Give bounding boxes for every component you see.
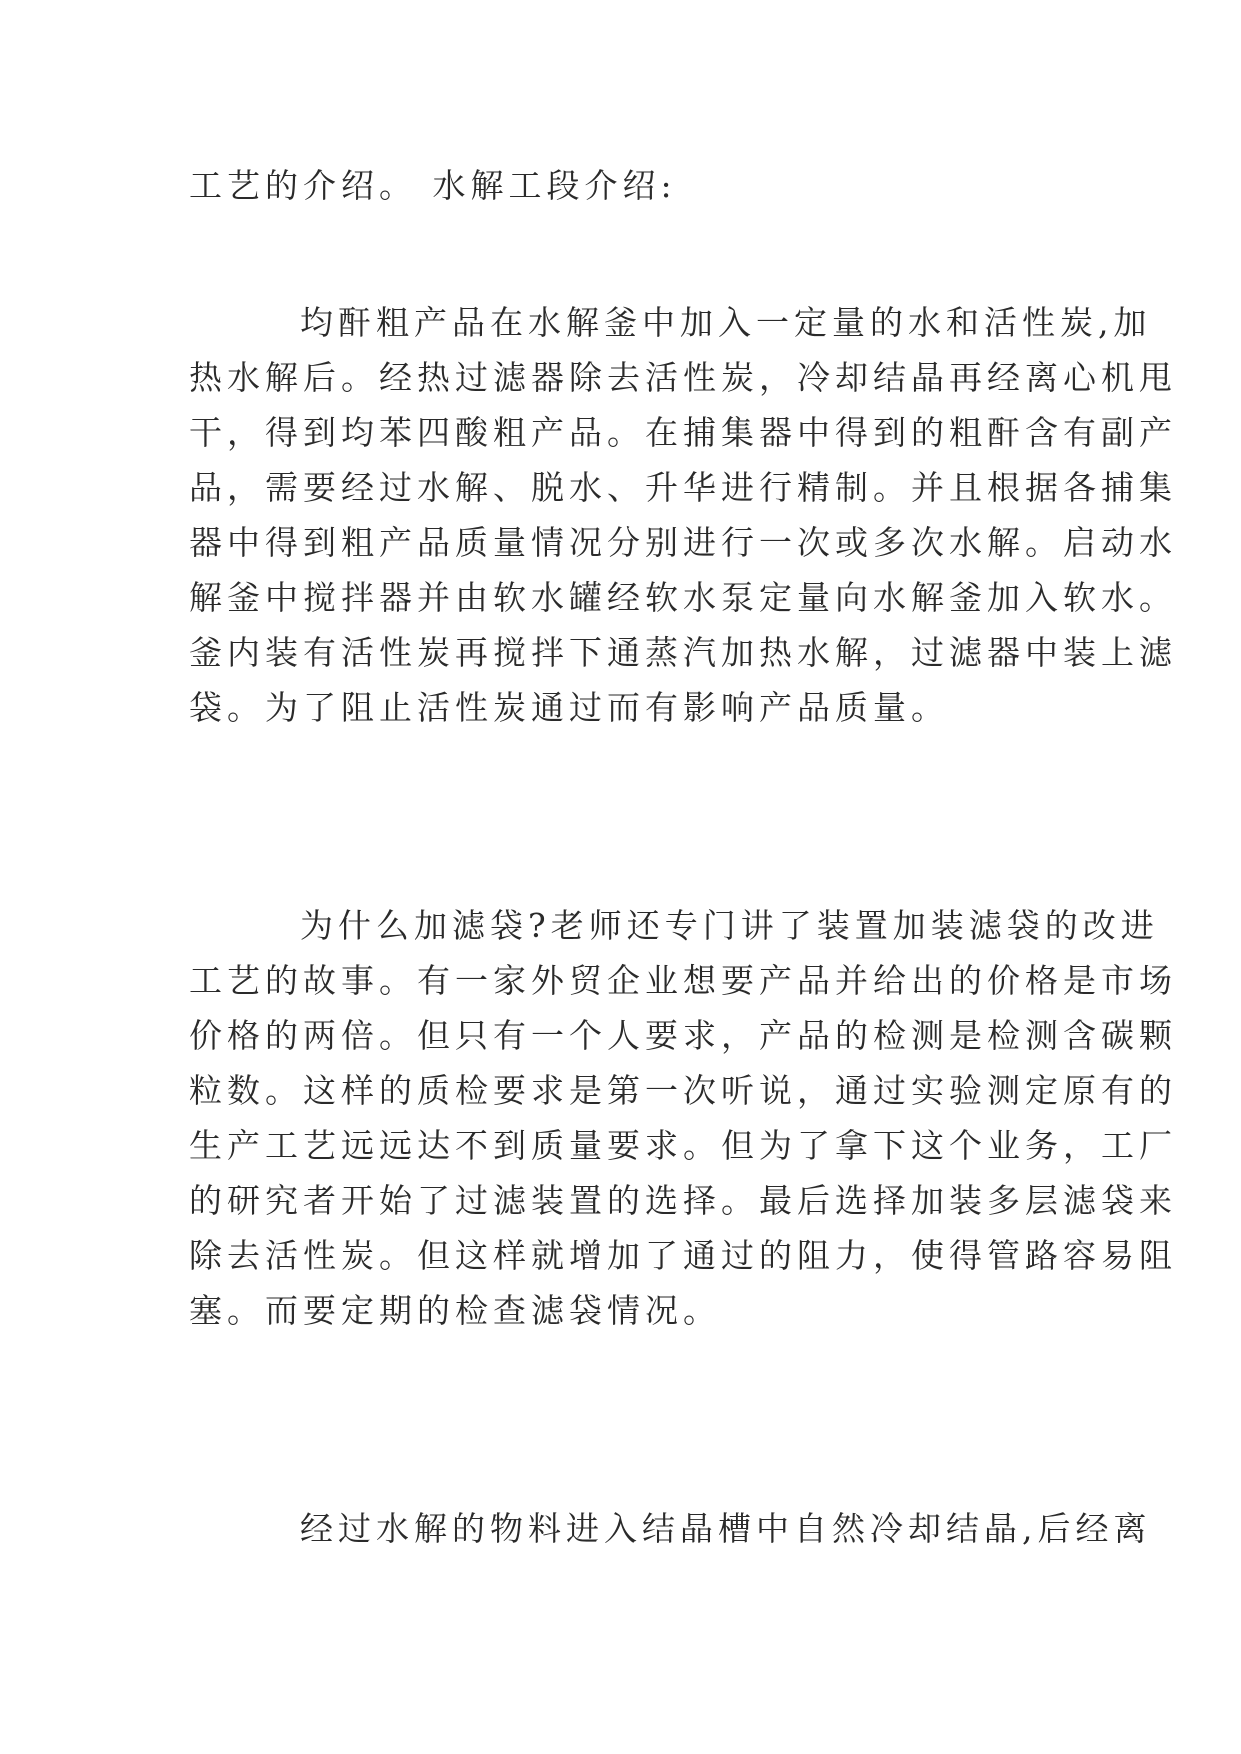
paragraph-1-line-6: 解釜中搅拌器并由软水罐经软水泵定量向水解釜加入软水。 [189,578,1177,617]
heading-line: 工艺的介绍。 水解工段介绍: [189,166,677,205]
paragraph-1-line-7: 釜内装有活性炭再搅拌下通蒸汽加热水解，过滤器中装上滤 [189,633,1177,672]
paragraph-1-line-3: 干，得到均苯四酸粗产品。在捕集器中得到的粗酐含有副产 [189,413,1177,452]
paragraph-2-line-8: 塞。而要定期的检查滤袋情况。 [189,1291,721,1330]
paragraph-3-line-1: 经过水解的物料进入结晶槽中自然冷却结晶,后经离 [300,1509,1152,1548]
paragraph-1-line-2: 热水解后。经热过滤器除去活性炭，冷却结晶再经离心机甩 [189,358,1177,397]
paragraph-1-line-4: 品，需要经过水解、脱水、升华进行精制。并且根据各捕集 [189,468,1177,507]
paragraph-2-line-5: 生产工艺远远达不到质量要求。但为了拿下这个业务，工厂 [189,1126,1177,1165]
paragraph-2-line-1: 为什么加滤袋?老师还专门讲了装置加装滤袋的改进 [300,906,1159,945]
paragraph-2-line-6: 的研究者开始了过滤装置的选择。最后选择加装多层滤袋来 [189,1181,1177,1220]
paragraph-2-line-3: 价格的两倍。但只有一个人要求，产品的检测是检测含碳颗 [189,1016,1177,1055]
paragraph-2-line-7: 除去活性炭。但这样就增加了通过的阻力，使得管路容易阻 [189,1236,1177,1275]
paragraph-1-line-8: 袋。为了阻止活性炭通过而有影响产品质量。 [189,688,949,727]
paragraph-1-line-1: 均酐粗产品在水解釜中加入一定量的水和活性炭,加 [300,303,1152,342]
paragraph-2-line-4: 粒数。这样的质检要求是第一次听说，通过实验测定原有的 [189,1071,1177,1110]
paragraph-1-line-5: 器中得到粗产品质量情况分别进行一次或多次水解。启动水 [189,523,1177,562]
paragraph-2-line-2: 工艺的故事。有一家外贸企业想要产品并给出的价格是市场 [189,961,1177,1000]
